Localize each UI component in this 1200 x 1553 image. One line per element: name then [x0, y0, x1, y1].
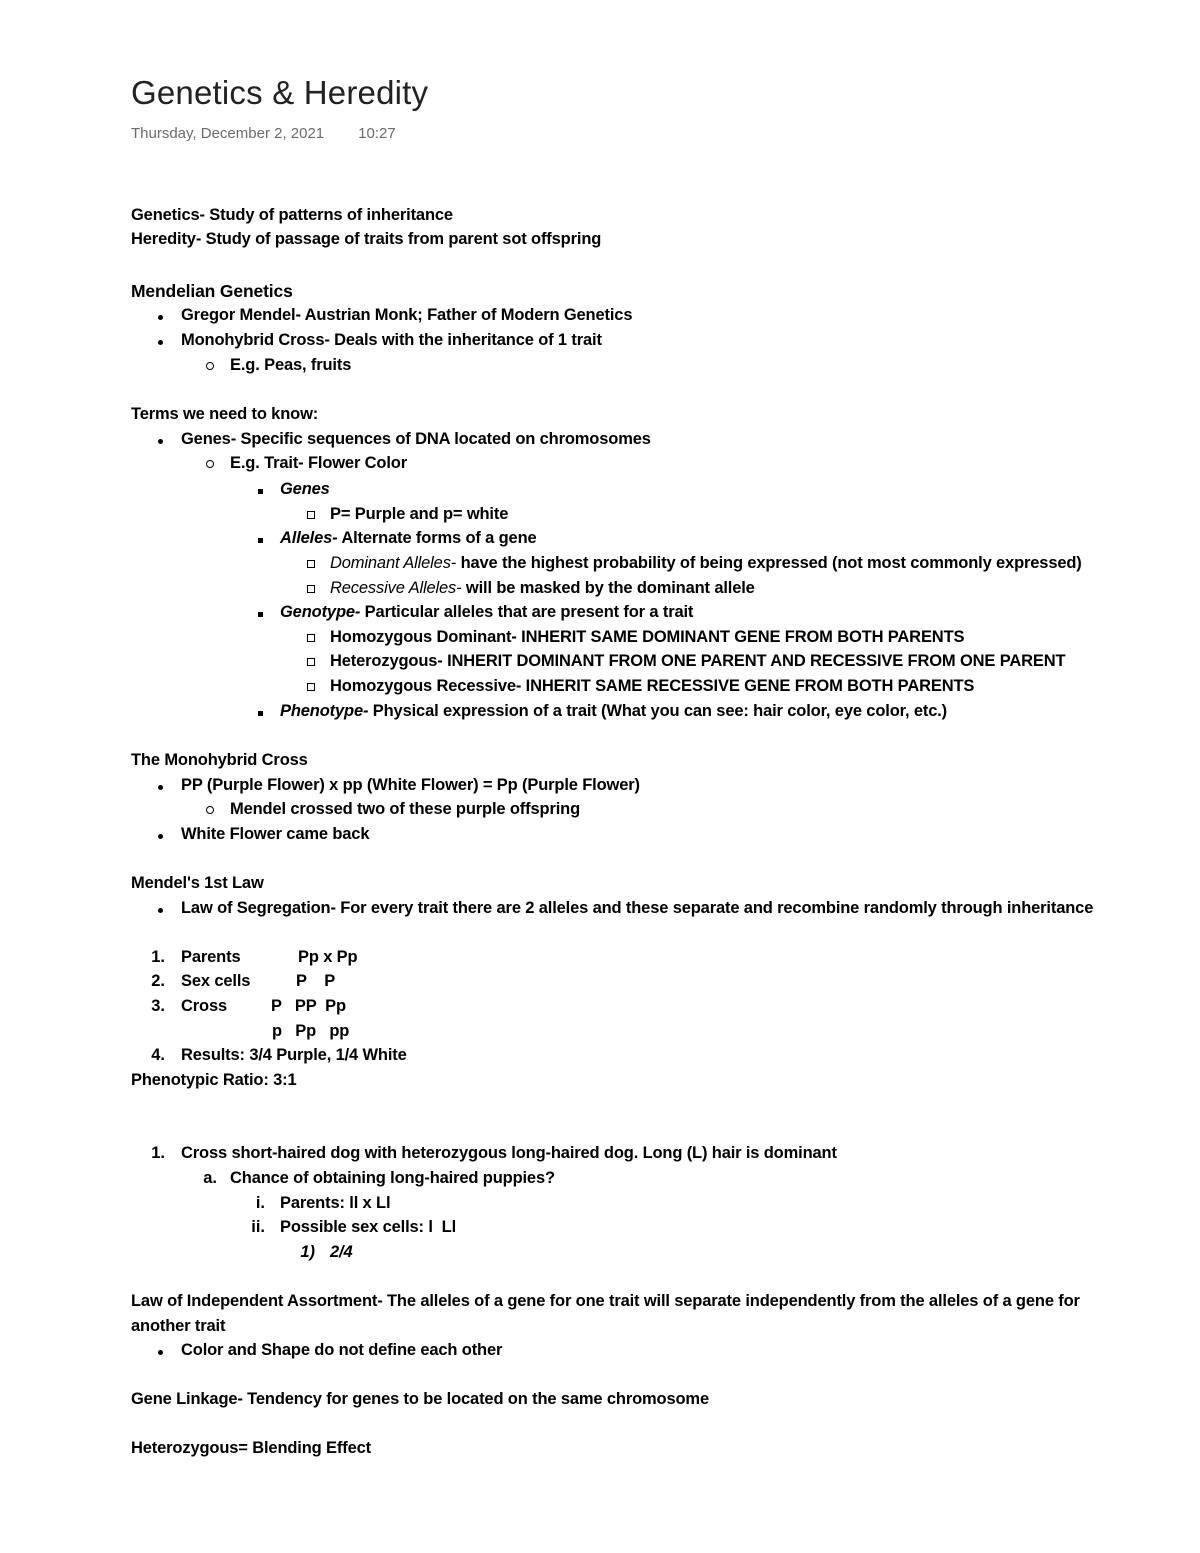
terms-genes: Genes- Specific sequences of DNA located on chromosomes: [181, 430, 651, 448]
square-bullet-icon: [258, 701, 263, 721]
monohybrid-heading: The Monohybrid Cross: [131, 751, 308, 769]
problem-number: 1.: [151, 1144, 165, 1162]
problem-roman: ii.: [251, 1218, 265, 1236]
problem-sub-text: Chance of obtaining long-haired puppies?: [230, 1169, 555, 1187]
homozygous-dominant: Homozygous Dominant- INHERIT SAME DOMINANT GENE FROM BOTH PARENTS: [330, 628, 965, 646]
phenotype-line: [280, 701, 947, 721]
note-time: 10:27: [358, 125, 396, 142]
dominant-definition: have the highest probability of being expressed (not most commonly expressed): [456, 554, 1082, 572]
square-bullet-icon: [258, 528, 263, 548]
genotype-definition: Particular alleles that are present for a trait: [360, 603, 694, 621]
bullet-icon: [158, 775, 163, 795]
mendelian-item-2-sub: E.g. Peas, fruits: [230, 356, 352, 374]
page-title: Genetics & Heredity: [131, 74, 429, 111]
problem-sub-number: 1): [300, 1243, 315, 1261]
mendelian-heading: Mendelian Genetics: [131, 281, 293, 301]
genetics-definition: Genetics- Study of patterns of inheritance: [131, 206, 453, 224]
bullet-icon: [158, 824, 163, 844]
terms-example: E.g. Trait- Flower Color: [230, 454, 407, 472]
monohybrid-item-2: White Flower came back: [181, 825, 370, 843]
square-bullet-icon: [258, 602, 263, 622]
step-number: 2.: [151, 972, 165, 990]
step-3-value: P PP Pp: [271, 997, 346, 1015]
law-of-segregation: Law of Segregation- For every trait there are 2 alleles and these separate and recombine randomly through inheritance: [181, 899, 1094, 917]
problem-parents: Parents: ll x Ll: [280, 1194, 391, 1212]
terms-heading: Terms we need to know:: [131, 405, 319, 423]
blending-effect: Heterozygous= Blending Effect: [131, 1439, 371, 1457]
problem-sub-letter: a.: [203, 1169, 217, 1187]
open-square-bullet-icon: [307, 651, 315, 671]
homozygous-recessive: Homozygous Recessive- INHERIT SAME RECESSIVE GENE FROM BOTH PARENTS: [330, 677, 975, 695]
open-square-bullet-icon: [307, 627, 315, 647]
step-number: 4.: [151, 1046, 165, 1064]
step-3-value-row-2: p Pp pp: [272, 1022, 350, 1040]
circle-bullet-icon: [206, 453, 214, 473]
step-2-value: P P: [296, 972, 336, 990]
monohybrid-item-1: PP (Purple Flower) x pp (White Flower) = Pp (Purple Flower): [181, 776, 640, 794]
recessive-alleles-line: [330, 578, 755, 598]
problem-sex-cells: Possible sex cells: l Ll: [280, 1218, 457, 1236]
bullet-icon: [158, 429, 163, 449]
independent-assortment-item: Color and Shape do not define each other: [181, 1341, 503, 1359]
date-line: [131, 125, 396, 142]
phenotype-term: Phenotype-: [280, 702, 369, 720]
problem-answer: 2/4: [330, 1243, 353, 1261]
bullet-icon: [158, 898, 163, 918]
genotype-line: [280, 602, 693, 622]
monohybrid-item-1-sub: Mendel crossed two of these purple offspring: [230, 800, 581, 818]
phenotype-definition: Physical expression of a trait (What you can see: hair color, eye color, etc.): [368, 702, 948, 720]
dominant-alleles-line: [330, 553, 1082, 573]
step-number: 1.: [151, 948, 165, 966]
step-2-label: Sex cells: [181, 972, 251, 990]
step-4-label: Results: 3/4 Purple, 1/4 White: [181, 1046, 407, 1064]
circle-bullet-icon: [206, 799, 214, 819]
alleles-definition: Alternate forms of a gene: [337, 529, 537, 547]
step-1-label: Parents: [181, 948, 241, 966]
genes-definition: P= Purple and p= white: [330, 505, 509, 523]
heredity-definition: Heredity- Study of passage of traits from parent sot offspring: [131, 230, 602, 248]
bullet-icon: [158, 330, 163, 350]
recessive-definition: will be masked by the dominant allele: [461, 579, 755, 597]
problem-text: Cross short-haired dog with heterozygous long-haired dog. Long (L) hair is dominant: [181, 1144, 837, 1162]
independent-assortment-line-1: Law of Independent Assortment- The alleles of a gene for one trait will separate independently from the alleles of a gene for: [131, 1292, 1080, 1310]
open-square-bullet-icon: [307, 676, 315, 696]
independent-assortment-line-2: another trait: [131, 1317, 226, 1335]
bullet-icon: [158, 1340, 163, 1360]
bullet-icon: [158, 305, 163, 325]
circle-bullet-icon: [206, 355, 214, 375]
alleles-line: [280, 528, 537, 548]
note-date: Thursday, December 2, 2021: [131, 125, 325, 142]
step-number: 3.: [151, 997, 165, 1015]
heterozygous: Heterozygous- INHERIT DOMINANT FROM ONE PARENT AND RECESSIVE FROM ONE PARENT: [330, 652, 1066, 670]
problem-roman: i.: [255, 1194, 265, 1212]
genotype-term: Genotype-: [280, 603, 361, 621]
open-square-bullet-icon: [307, 504, 315, 524]
mendelian-item-2: Monohybrid Cross- Deals with the inheritance of 1 trait: [181, 331, 602, 349]
open-square-bullet-icon: [307, 553, 315, 573]
law1-heading: Mendel's 1st Law: [131, 874, 264, 892]
alleles-term: Alleles-: [280, 529, 338, 547]
genes-term: Genes: [280, 480, 330, 498]
step-3-label: Cross: [181, 997, 228, 1015]
recessive-term: Recessive Alleles-: [330, 579, 462, 597]
gene-linkage: Gene Linkage- Tendency for genes to be located on the same chromosome: [131, 1390, 709, 1408]
dominant-term: Dominant Alleles-: [330, 554, 457, 572]
phenotypic-ratio: Phenotypic Ratio: 3:1: [131, 1071, 297, 1089]
square-bullet-icon: [258, 479, 263, 499]
step-1-value: Pp x Pp: [298, 948, 358, 966]
open-square-bullet-icon: [307, 578, 315, 598]
mendelian-item-1: Gregor Mendel- Austrian Monk; Father of Modern Genetics: [181, 306, 633, 324]
